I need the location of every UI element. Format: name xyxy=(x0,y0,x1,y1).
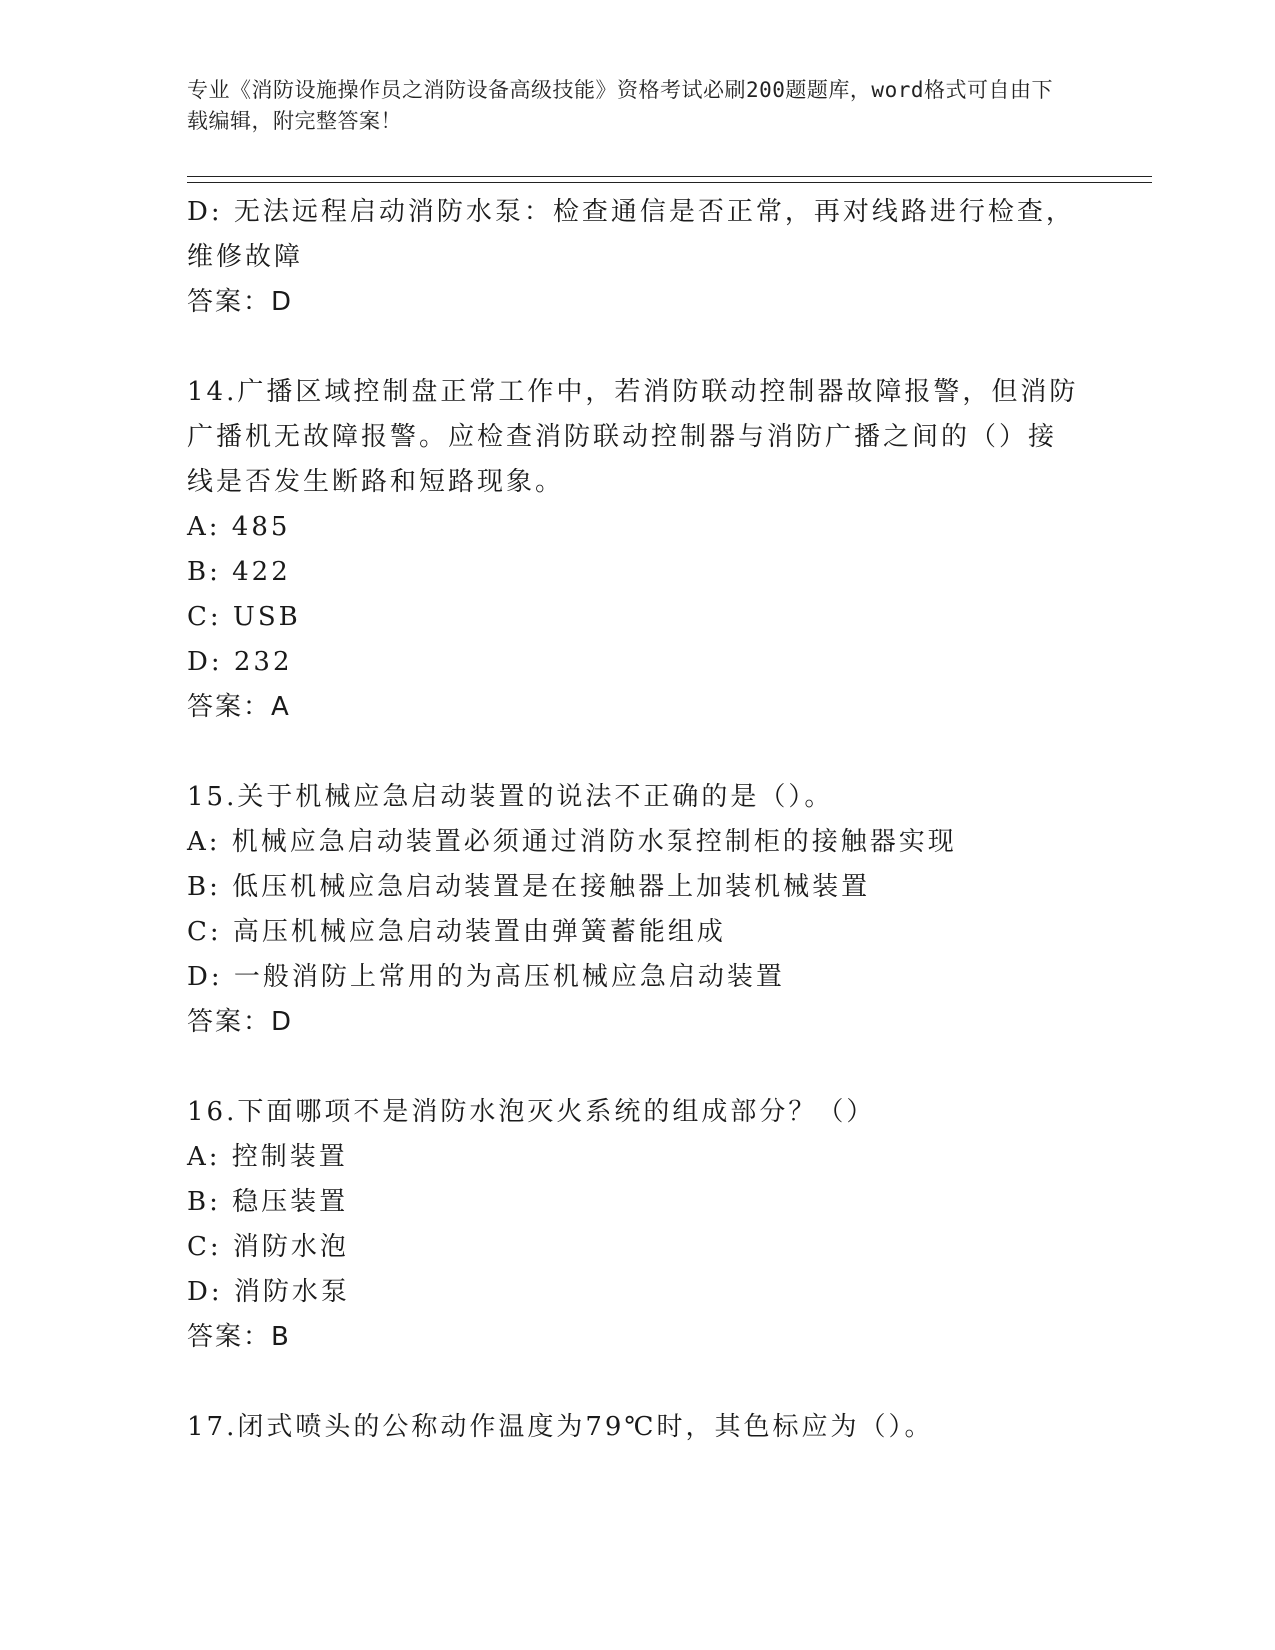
question-17 xyxy=(187,1405,1087,1450)
option-a: A: 485 xyxy=(187,512,291,542)
previous-question-tail xyxy=(187,190,1087,325)
document-header: 专业《消防设施操作员之消防设备高级技能》资格考试必刷200题题库，word格式可自由下载编辑，附完整答案！ xyxy=(187,78,1053,133)
question-15 xyxy=(187,775,1087,1045)
option-a: A: 机械应急启动装置必须通过消防水泵控制柜的接触器实现 xyxy=(187,827,957,857)
spacer xyxy=(187,325,1087,370)
option-d: D: 一般消防上常用的为高压机械应急启动装置 xyxy=(187,962,785,992)
answer-line: 答案：D xyxy=(187,287,294,317)
header-rule-top xyxy=(187,176,1152,177)
question-stem: 线是否发生断路和短路现象。 xyxy=(187,467,565,497)
option-c: C: 消防水泡 xyxy=(187,1232,349,1262)
question-stem: 16.下面哪项不是消防水泡灭火系统的组成部分？（） xyxy=(187,1097,876,1127)
option-a: A: 控制装置 xyxy=(187,1142,348,1172)
option-c: C: USB xyxy=(187,602,301,632)
spacer xyxy=(187,1045,1087,1090)
question-stem: 14.广播区域控制盘正常工作中，若消防联动控制器故障报警，但消防 xyxy=(187,377,1079,407)
question-stem: 广播机无故障报警。应检查消防联动控制器与消防广播之间的（）接 xyxy=(187,422,1058,452)
option-b: B: 422 xyxy=(187,557,291,587)
question-14 xyxy=(187,370,1087,730)
question-stem: 17.闭式喷头的公称动作温度为79℃时，其色标应为（）。 xyxy=(187,1412,934,1442)
answer-line: 答案：A xyxy=(187,692,291,722)
answer-line: 答案：D xyxy=(187,1007,294,1037)
header-rule-bottom xyxy=(187,182,1152,183)
option-c: C: 高压机械应急启动装置由弹簧蓄能组成 xyxy=(187,917,726,947)
question-content xyxy=(187,190,1087,1450)
option-b: B: 稳压装置 xyxy=(187,1187,349,1217)
spacer xyxy=(187,730,1087,775)
option-d: D: 无法远程启动消防水泵：检查通信是否正常，再对线路进行检查， xyxy=(187,197,1075,227)
option-d: D: 消防水泵 xyxy=(187,1277,350,1307)
spacer xyxy=(187,1360,1087,1405)
option-d-continued: 维修故障 xyxy=(187,242,304,272)
question-stem: 15.关于机械应急启动装置的说法不正确的是（）。 xyxy=(187,782,834,812)
option-d: D: 232 xyxy=(187,647,293,677)
question-16 xyxy=(187,1090,1087,1360)
option-b: B: 低压机械应急启动装置是在接触器上加装机械装置 xyxy=(187,872,871,902)
answer-line: 答案：B xyxy=(187,1322,291,1352)
